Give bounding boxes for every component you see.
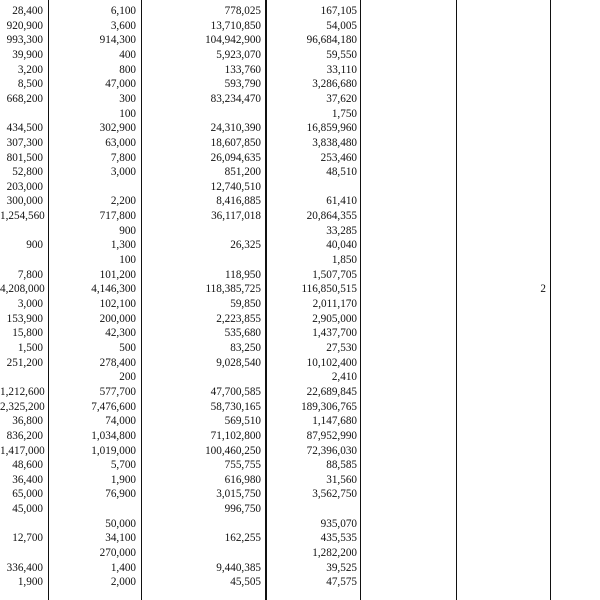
table-cell: 200,000 — [99, 312, 136, 325]
table-cell: 1,147,680 — [312, 415, 357, 428]
table-cell: 7,800 — [17, 268, 43, 281]
table-cell: 1,750 — [331, 107, 357, 120]
table-cell: 4,208,000 — [0, 283, 45, 296]
table-cell: 1,850 — [331, 254, 357, 267]
table-cell: 851,200 — [224, 166, 261, 179]
table-cell: 616,980 — [224, 473, 261, 486]
table-cell: 39,525 — [326, 561, 357, 574]
table-row — [0, 472, 600, 488]
table-row — [0, 252, 600, 268]
table-row — [0, 164, 600, 180]
table-cell: 27,530 — [326, 341, 357, 354]
table-cell: 336,400 — [6, 561, 43, 574]
table-row — [0, 443, 600, 459]
table-cell: 88,585 — [326, 459, 357, 472]
table-cell: 54,005 — [326, 19, 357, 32]
table-cell: 5,923,070 — [216, 48, 261, 61]
table-cell: 42,300 — [105, 327, 136, 340]
table-row — [0, 486, 600, 502]
table-cell: 577,700 — [99, 385, 136, 398]
table-cell: 71,102,800 — [210, 429, 261, 442]
table-cell: 3,015,750 — [216, 488, 261, 501]
table-cell: 1,019,000 — [91, 444, 136, 457]
table-cell: 434,500 — [6, 122, 43, 135]
table-cell: 63,000 — [105, 136, 136, 149]
table-cell: 59,850 — [230, 298, 261, 310]
table-cell: 47,575 — [326, 576, 357, 589]
table-cell: 48,510 — [326, 166, 357, 179]
table-cell: 65,000 — [12, 488, 43, 501]
table-cell: 203,000 — [6, 180, 43, 193]
table-cell: 162,255 — [224, 532, 261, 545]
table-cell: 3,838,480 — [312, 136, 357, 149]
table-cell: 189,306,765 — [301, 400, 357, 413]
table-row — [0, 325, 600, 341]
table-cell: 58,730,165 — [210, 400, 261, 413]
table-cell: 3,000 — [110, 166, 136, 179]
table-cell: 100 — [119, 107, 136, 120]
table-cell: 33,110 — [326, 63, 357, 76]
table-cell: 1,900 — [110, 473, 136, 486]
table-cell: 7,476,600 — [91, 400, 136, 413]
table-cell: 2,905,000 — [312, 312, 357, 325]
table-cell: 569,510 — [224, 415, 261, 428]
table-cell: 2,325,200 — [0, 400, 45, 413]
table-cell: 40,040 — [326, 239, 357, 252]
table-cell: 920,900 — [6, 19, 43, 32]
table-cell: 2,000 — [110, 576, 136, 589]
table-cell: 270,000 — [99, 547, 136, 560]
table-cell: 5,700 — [110, 459, 136, 472]
table-cell: 26,325 — [230, 239, 261, 252]
table-cell: 4,146,300 — [91, 283, 136, 296]
table-cell: 2,223,855 — [216, 312, 261, 325]
table-cell: 3,200 — [17, 63, 43, 76]
table-row — [0, 120, 600, 136]
table-cell: 12,740,510 — [210, 180, 261, 193]
table-row — [0, 516, 600, 532]
table-row — [0, 501, 600, 517]
table-cell: 778,025 — [224, 5, 261, 17]
table-cell: 96,684,180 — [306, 34, 357, 47]
table-cell: 935,070 — [320, 517, 357, 530]
table-row — [0, 267, 600, 283]
table-row — [0, 193, 600, 209]
table-cell: 18,607,850 — [210, 136, 261, 149]
table-cell: 535,680 — [224, 327, 261, 340]
table-row — [0, 574, 600, 590]
table-row — [0, 76, 600, 92]
table-row — [0, 135, 600, 151]
table-cell: 50,000 — [105, 517, 136, 530]
table-row — [0, 179, 600, 195]
table-cell: 800 — [119, 63, 136, 76]
table-cell: 996,750 — [224, 503, 261, 516]
table-cell: 47,000 — [105, 78, 136, 91]
table-cell: 116,850,515 — [301, 283, 357, 296]
table-cell: 6,100 — [110, 5, 136, 17]
table-cell: 717,800 — [99, 210, 136, 223]
table-cell: 8,416,885 — [216, 195, 261, 208]
table-cell: 100,460,250 — [205, 444, 261, 457]
table-cell: 755,755 — [224, 459, 261, 472]
table-row — [0, 311, 600, 327]
table-cell: 307,300 — [6, 136, 43, 149]
table-cell: 118,950 — [225, 268, 261, 281]
table-cell: 12,700 — [12, 532, 43, 545]
table-row — [0, 545, 600, 561]
table-cell: 3,562,750 — [312, 488, 357, 501]
table-cell: 1,212,600 — [0, 385, 45, 398]
table-cell: 1,400 — [110, 561, 136, 574]
table-row — [0, 223, 600, 239]
table-row — [0, 208, 600, 224]
table-cell: 278,400 — [99, 356, 136, 369]
table-cell: 52,800 — [12, 166, 43, 179]
table-cell: 1,437,700 — [312, 327, 357, 340]
table-cell: 2,200 — [110, 195, 136, 208]
table-cell: 3,600 — [110, 19, 136, 32]
table-row — [0, 457, 600, 473]
table-cell: 300,000 — [6, 195, 43, 208]
table-cell: 593,790 — [224, 78, 261, 91]
table-cell: 33,285 — [326, 224, 357, 237]
table-row — [0, 428, 600, 444]
table-cell: 48,600 — [12, 459, 43, 472]
table-cell: 153,900 — [6, 312, 43, 325]
table-cell: 13,710,850 — [210, 19, 261, 32]
table-cell: 28,400 — [12, 5, 43, 17]
table-row — [0, 62, 600, 78]
table-cell: 8,500 — [17, 78, 43, 91]
table-cell: 39,900 — [12, 48, 43, 61]
table-cell: 9,440,385 — [216, 561, 261, 574]
table-cell: 200 — [119, 371, 136, 384]
table-cell: 104,942,900 — [205, 34, 261, 47]
table-cell: 45,505 — [230, 576, 261, 589]
table-cell: 36,800 — [12, 415, 43, 428]
table-cell: 900 — [26, 239, 43, 252]
table-cell: 1,300 — [110, 239, 136, 252]
table-cell: 1,034,800 — [91, 429, 136, 442]
table-cell: 1,507,705 — [312, 268, 357, 281]
table-cell: 801,500 — [6, 151, 43, 164]
table-cell: 900 — [119, 224, 136, 237]
table-cell: 83,234,470 — [210, 92, 261, 105]
table-cell: 2,410 — [331, 371, 357, 384]
table-cell: 2,011,170 — [312, 298, 357, 310]
table-cell: 668,200 — [6, 92, 43, 105]
table-row — [0, 106, 600, 122]
table-cell: 72,396,030 — [306, 444, 357, 457]
table-row — [0, 340, 600, 356]
table-row — [0, 237, 600, 253]
table-cell: 300 — [119, 92, 136, 105]
table-row — [0, 399, 600, 415]
table-row — [0, 91, 600, 107]
table-cell: 26,094,635 — [210, 151, 261, 164]
table-cell: 74,000 — [105, 415, 136, 428]
table-cell: 102,100 — [99, 298, 136, 310]
table-cell: 500 — [119, 341, 136, 354]
table-cell: 37,620 — [326, 92, 357, 105]
table-row — [0, 296, 600, 312]
table-cell: 253,460 — [320, 151, 357, 164]
table-cell: 31,560 — [326, 473, 357, 486]
table-cell: 1,900 — [17, 576, 43, 589]
table-row — [0, 384, 600, 400]
table-cell: 20,864,355 — [306, 210, 357, 223]
table-cell: 1,282,200 — [312, 547, 357, 560]
table-cell: 101,200 — [99, 268, 136, 281]
table-cell: 61,410 — [326, 195, 357, 208]
table-cell: 7,800 — [110, 151, 136, 164]
table-row — [0, 530, 600, 546]
table-cell: 1,254,560 — [0, 210, 45, 223]
table-cell: 83,250 — [230, 341, 261, 354]
table-cell: 36,400 — [12, 473, 43, 486]
table-cell: 45,000 — [12, 503, 43, 516]
table-cell: 24,310,390 — [210, 122, 261, 135]
table-row — [0, 369, 600, 385]
table-row — [0, 355, 600, 371]
table-row — [0, 18, 600, 34]
table-cell: 10,102,400 — [306, 356, 357, 369]
table-cell: 76,900 — [105, 488, 136, 501]
table-row — [0, 47, 600, 63]
table-cell: 15,800 — [12, 327, 43, 340]
table-cell: 3,286,680 — [312, 78, 357, 91]
table-cell: 133,760 — [224, 63, 261, 76]
table-cell: 1,417,000 — [0, 444, 45, 457]
table-cell: 59,550 — [326, 48, 357, 61]
table-cell: 47,700,585 — [210, 385, 261, 398]
table-cell: 167,105 — [320, 5, 357, 17]
table-cell: 16,859,960 — [306, 122, 357, 135]
table-row — [0, 413, 600, 429]
table-cell: 3,000 — [17, 298, 43, 310]
table-cell: 1,500 — [17, 341, 43, 354]
table-cell: 302,900 — [99, 122, 136, 135]
table-cell: 100 — [119, 254, 136, 267]
table-cell: 836,200 — [6, 429, 43, 442]
table-cell: 22,689,845 — [306, 385, 357, 398]
table-cell: 914,300 — [99, 34, 136, 47]
table-cell: 435,535 — [320, 532, 357, 545]
table-cell: 118,385,725 — [205, 283, 261, 296]
table-row — [0, 560, 600, 576]
table-cell: 251,200 — [6, 356, 43, 369]
table-cell: 36,117,018 — [211, 210, 261, 223]
table-row — [0, 32, 600, 48]
table-cell: 34,100 — [105, 532, 136, 545]
table-row — [0, 3, 600, 19]
table-cell: 9,028,540 — [216, 356, 261, 369]
table-row — [0, 281, 600, 297]
table-cell: 2 — [540, 283, 546, 296]
table-cell: 400 — [119, 48, 136, 61]
table-cell: 87,952,990 — [306, 429, 357, 442]
table-cell: 993,300 — [6, 34, 43, 47]
table-row — [0, 150, 600, 166]
